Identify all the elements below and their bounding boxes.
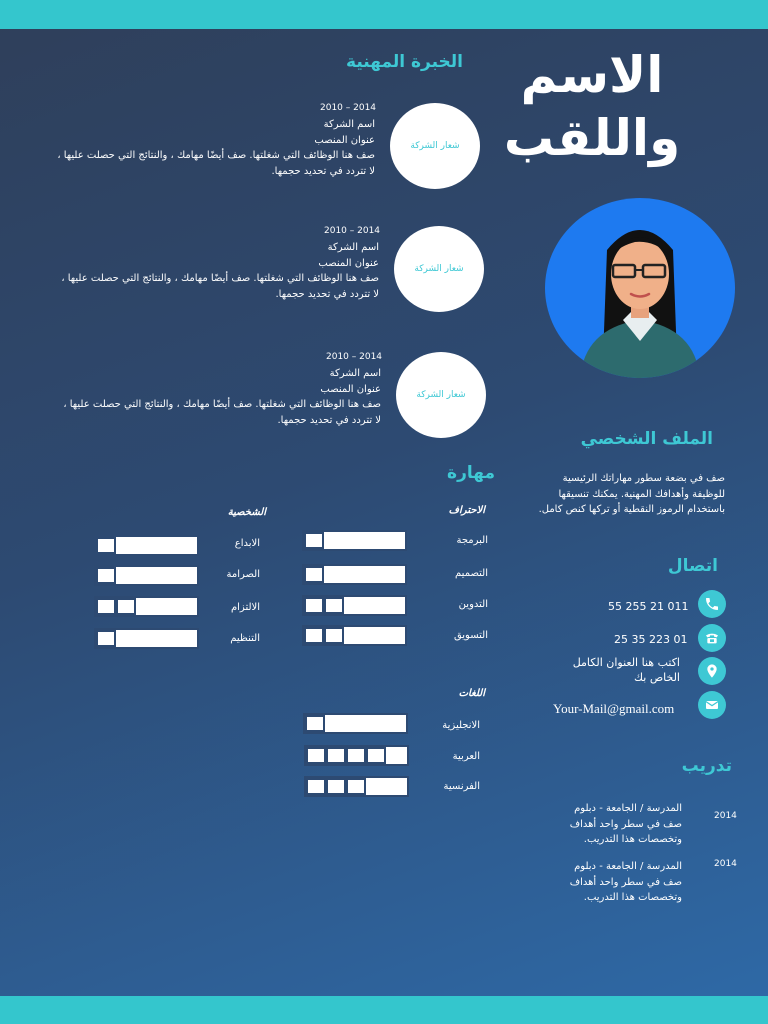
job-description-cont: لا تتردد في تحديد حجمها.: [275, 288, 379, 300]
skill-level-segment: [306, 747, 326, 764]
company-name: اسم الشركة: [323, 119, 375, 130]
company-logo: شعار الشركة: [394, 226, 484, 312]
languages-title: اللغات: [458, 688, 485, 699]
skill-level-segment: [304, 532, 324, 549]
profile-line: صف في بضعة سطور مهاراتك الرئيسية: [562, 473, 725, 484]
skill-level-segment: [306, 778, 326, 795]
experience-date: 2010 – 2014: [320, 103, 377, 113]
skill-level-segment: [304, 627, 324, 644]
language-label: العربية: [452, 751, 480, 762]
experience-details: [29, 240, 379, 302]
company-name: اسم الشركة: [327, 242, 379, 253]
top-band: [0, 0, 768, 29]
skill-label: التسويق: [453, 630, 488, 641]
profile-summary: [515, 471, 725, 518]
skill-bar: [302, 564, 407, 585]
skill-level-segment: [305, 715, 325, 732]
skill-label: الالتزام: [230, 602, 260, 613]
job-description: صف هنا الوظائف التي شغلتها. صف أيضًا مهامك ، والنتائج التي حصلت عليها ،: [63, 399, 381, 410]
skill-level-segment: [96, 598, 116, 615]
skill-label: البرمجة: [456, 535, 488, 546]
skill-level-segment: [304, 566, 324, 583]
language-bar: [303, 713, 408, 734]
skill-level-segment: [96, 567, 116, 584]
email-address: Your-Mail@gmail.com: [553, 701, 675, 716]
avatar: [545, 198, 735, 378]
skill-level-segment: [346, 747, 366, 764]
position-title: عنوان المنصب: [318, 257, 379, 269]
person-illustration-icon: [545, 198, 735, 378]
experience-date: 2010 – 2014: [326, 352, 383, 362]
address-line: اكتب هنا العنوان الكامل: [572, 656, 680, 669]
position-title: عنوان المنصب: [314, 134, 375, 146]
skill-level-segment: [326, 778, 346, 795]
location-icon: [698, 657, 726, 685]
language-bar: [304, 776, 409, 797]
training-details: [532, 859, 682, 906]
bottom-band: [0, 996, 768, 1024]
experience-title: الخبرة المهنية: [346, 52, 463, 72]
skill-label: التنظيم: [230, 633, 260, 644]
profile-line: للوظيفة وأهدافك المهنية. يمكنك تنسيقها: [558, 488, 725, 500]
company-name: اسم الشركة: [329, 368, 381, 379]
training-line: وتخصصات هذا التدريب.: [583, 834, 682, 845]
fax-icon: [698, 624, 726, 652]
skill-level-segment: [326, 747, 346, 764]
training-line: صف في سطر واحد أهداف: [569, 818, 682, 830]
skills-title: مهارة: [447, 463, 495, 483]
skill-bar: [94, 565, 199, 586]
full-name: [492, 44, 692, 170]
profile-title: الملف الشخصي: [580, 429, 713, 449]
training-line: صف في سطر واحد أهداف: [569, 876, 682, 888]
skill-level-segment: [96, 630, 116, 647]
skill-level-segment: [366, 747, 386, 764]
experience-details: [25, 117, 375, 179]
position-title: عنوان المنصب: [320, 383, 381, 395]
skill-bar: [302, 595, 407, 616]
skill-level-segment: [324, 627, 344, 644]
address-line: الخاص بك: [634, 671, 680, 684]
job-description-cont: لا تتردد في تحديد حجمها.: [277, 414, 381, 426]
skill-bar: [94, 628, 199, 649]
contact-title: اتصال: [667, 556, 718, 576]
skill-level-segment: [346, 778, 366, 795]
professional-skills-title: الاحتراف: [448, 505, 485, 516]
experience-details: [31, 366, 381, 428]
skill-label: التدوين: [458, 599, 488, 610]
language-label: الانجليزية: [442, 720, 480, 731]
company-logo: شعار الشركة: [396, 352, 486, 438]
skill-bar: [302, 530, 407, 551]
name-line-1: الاسم: [520, 46, 664, 104]
phone-icon: [698, 590, 726, 618]
phone-number: 55 255 21 011: [608, 600, 689, 613]
skill-level-segment: [304, 597, 324, 614]
training-line: وتخصصات هذا التدريب.: [583, 892, 682, 903]
fax-number: 25 35 223 01: [614, 633, 688, 646]
job-description: صف هنا الوظائف التي شغلتها. صف أيضًا مهامك ، والنتائج التي حصلت عليها ،: [61, 273, 379, 284]
job-description: صف هنا الوظائف التي شغلتها. صف أيضًا مهامك ، والنتائج التي حصلت عليها ،: [57, 150, 375, 161]
address: [573, 655, 680, 685]
training-title: تدريب: [681, 756, 732, 776]
skill-level-segment: [96, 537, 116, 554]
email-icon: [698, 691, 726, 719]
skill-label: الصرامة: [226, 569, 260, 580]
training-line: المدرسة / الجامعة - دبلوم: [574, 861, 682, 872]
company-logo: شعار الشركة: [390, 103, 480, 189]
skill-bar: [302, 625, 407, 646]
training-year: 2014: [714, 811, 737, 821]
profile-line: باستخدام الرموز النقطية أو تركها كنص كامل.: [538, 504, 725, 515]
name-line-2: واللقب: [503, 109, 681, 167]
personal-skills-title: الشخصية: [227, 507, 266, 518]
training-details: [532, 801, 682, 848]
experience-date: 2010 – 2014: [324, 226, 381, 236]
language-bar: [304, 745, 409, 766]
skill-level-segment: [324, 597, 344, 614]
skill-level-segment: [116, 598, 136, 615]
skill-label: التصميم: [455, 568, 488, 579]
training-year: 2014: [714, 859, 737, 869]
job-description-cont: لا تتردد في تحديد حجمها.: [271, 165, 375, 177]
skill-bar: [94, 535, 199, 556]
language-label: الفرنسية: [443, 781, 480, 792]
skill-bar: [94, 596, 199, 617]
training-line: المدرسة / الجامعة - دبلوم: [574, 803, 682, 814]
skill-label: الابداع: [234, 538, 260, 549]
